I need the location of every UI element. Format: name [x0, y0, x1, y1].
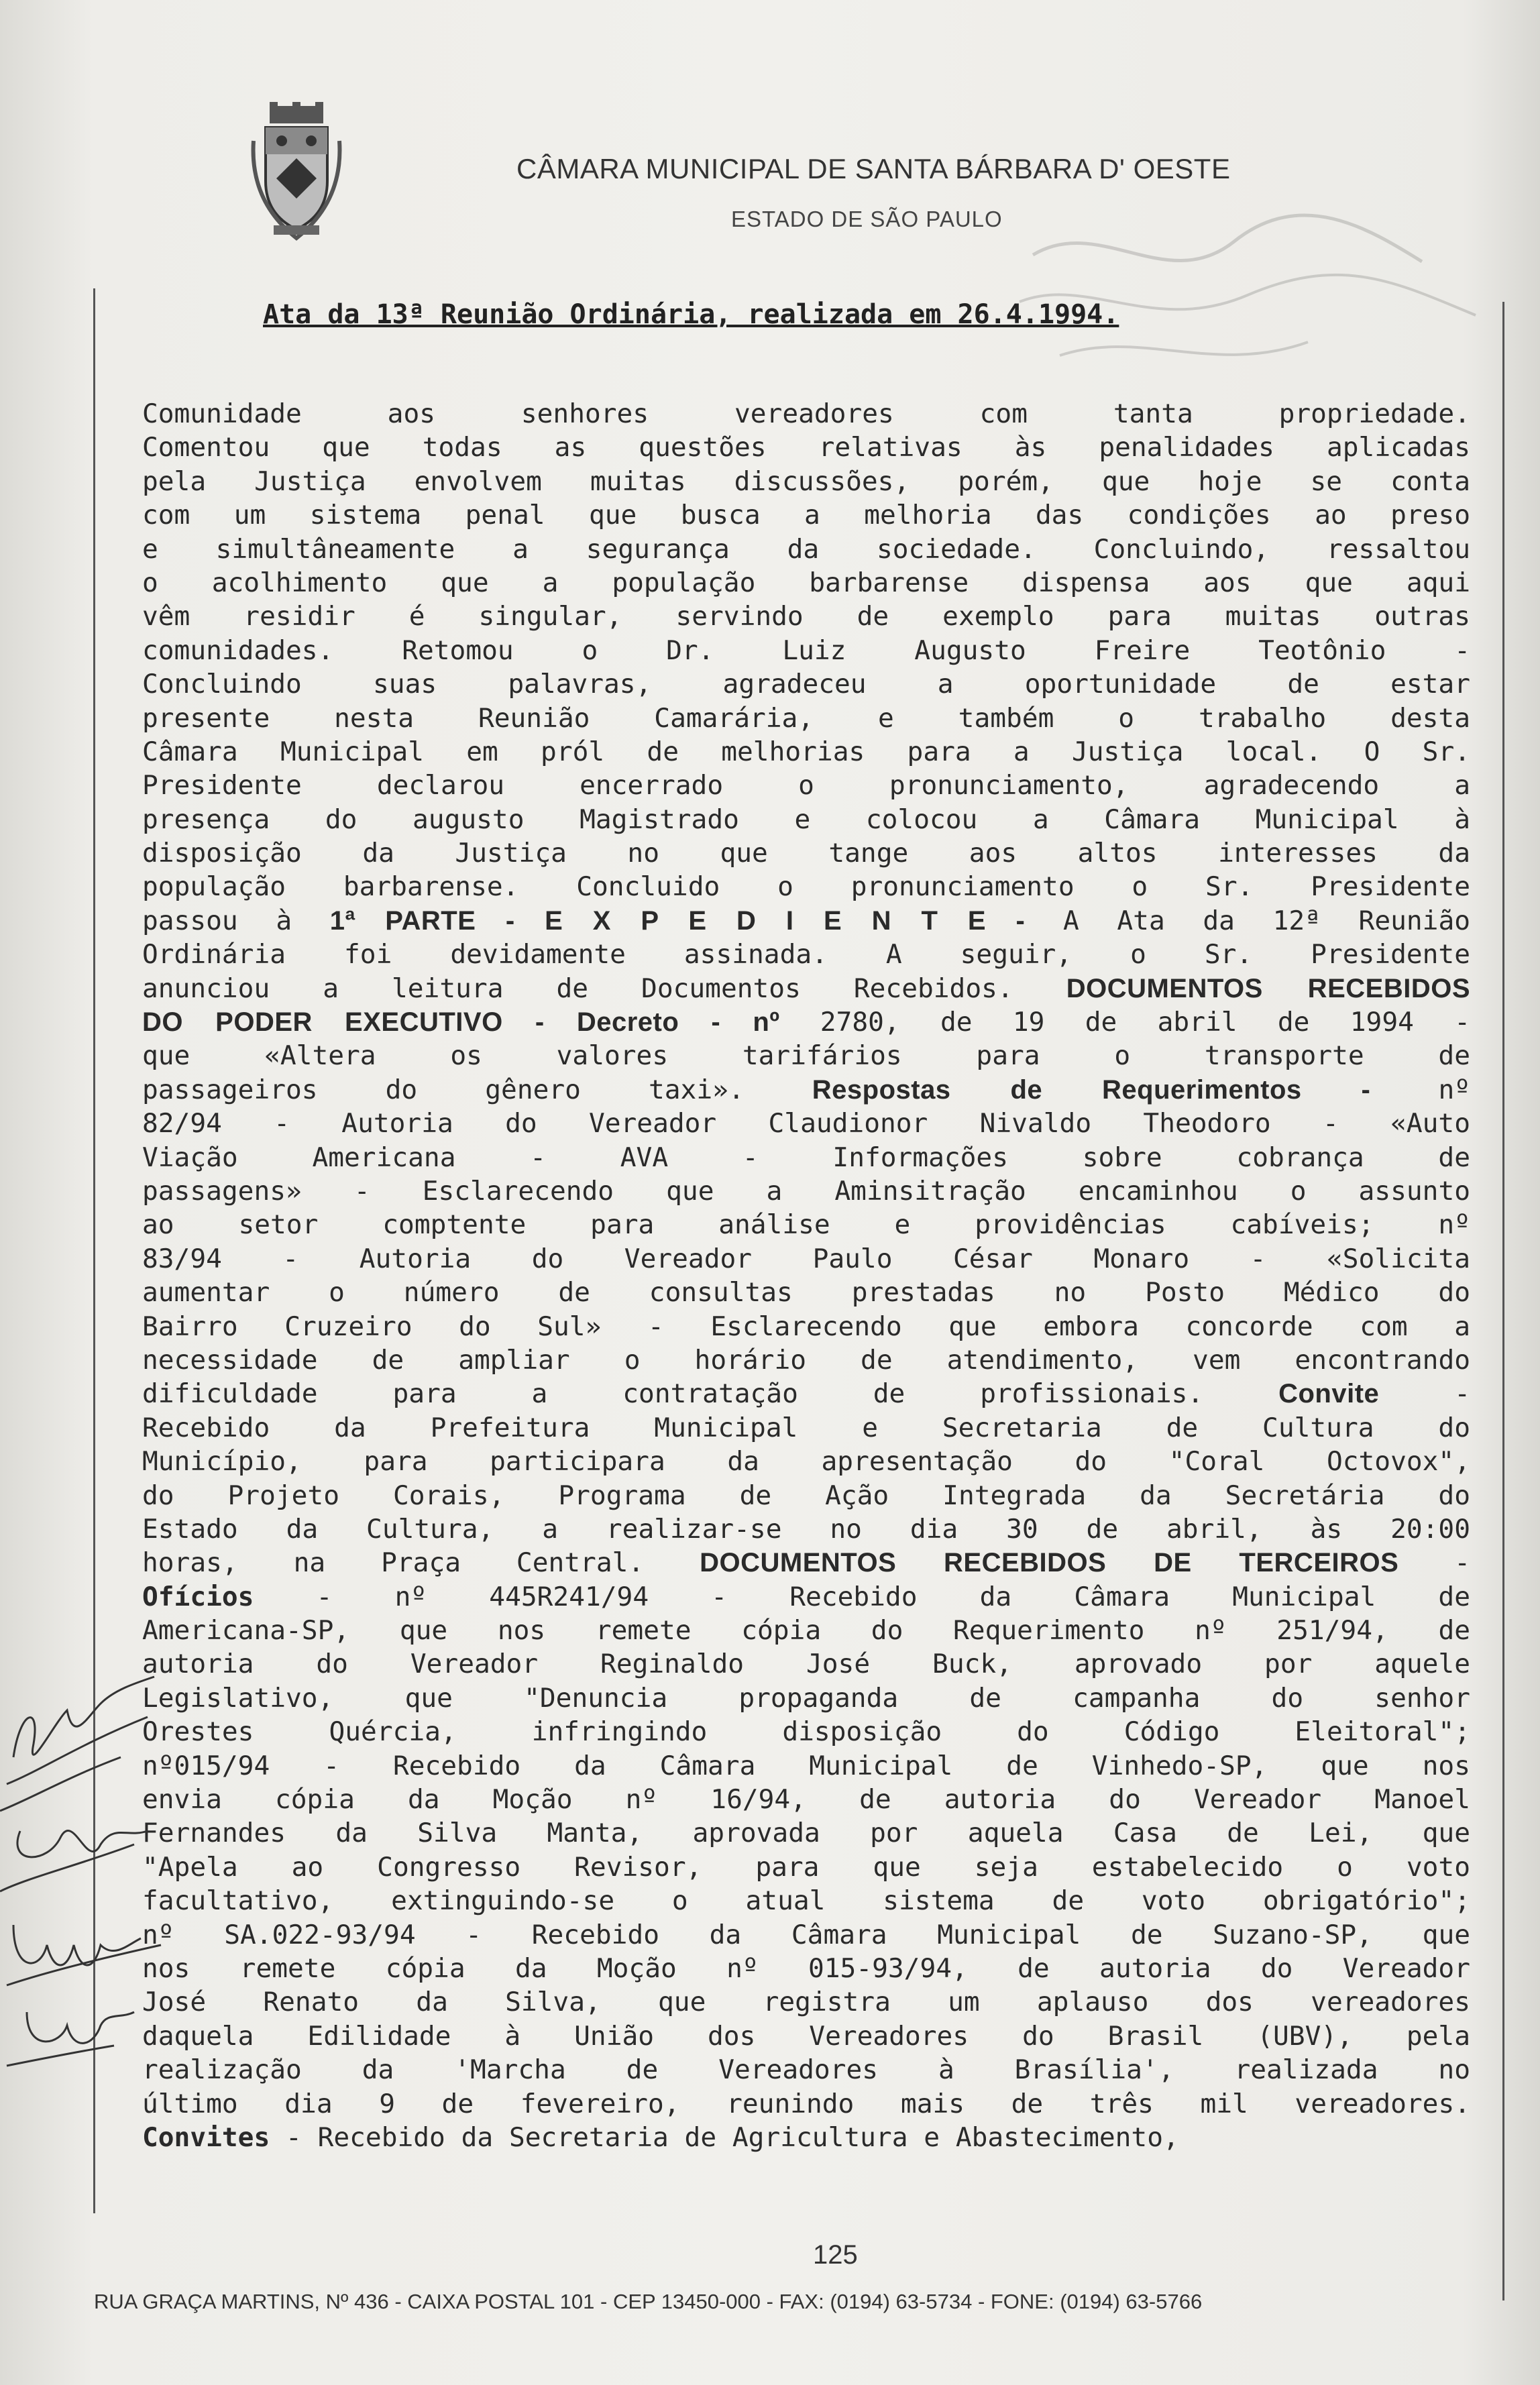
- text-line: [142, 2121, 1470, 2154]
- text-line: [142, 1343, 1470, 1377]
- text-line: [142, 972, 1470, 1005]
- text-line: [142, 769, 1470, 802]
- text-line: [142, 1377, 1470, 1410]
- text-segment: José Renato da Silva, que registra um aplauso dos vereadores: [142, 1987, 1470, 2018]
- text-line: [142, 1816, 1470, 1850]
- text-line: [142, 1310, 1470, 1343]
- text-segment: nº015/94 - Recebido da Câmara Municipal de Vinhedo-SP, que nos: [142, 1750, 1470, 1781]
- text-line: [142, 1952, 1470, 1985]
- text-segment: 82/94 - Autoria do Vereador Claudionor Nivaldo Theodoro - «Auto: [142, 1108, 1470, 1140]
- text-segment: vêm residir é singular, servindo de exemplo para muitas outras: [142, 601, 1470, 632]
- text-segment: o acolhimento que a população barbarense dispensa aos que aqui: [142, 567, 1470, 598]
- text-line: [142, 1918, 1470, 1952]
- page-number: 125: [813, 2240, 858, 2270]
- text-segment: passou à: [142, 905, 330, 936]
- text-segment: - Recebido da Secretaria de Agricultura e Abastecimento,: [270, 2121, 1179, 2153]
- text-segment: aumentar o número de consultas prestadas no Posto Médico do: [142, 1277, 1470, 1309]
- text-line: [142, 498, 1470, 532]
- text-segment: e simultâneamente a segurança da sociedade. Concluindo, ressaltou: [142, 533, 1470, 565]
- text-line: [142, 1546, 1470, 1579]
- text-line: [142, 938, 1470, 971]
- text-line: [142, 1039, 1470, 1072]
- text-segment: horas, na Praça Central.: [142, 1547, 700, 1579]
- text-segment: Estado da Cultura, a realizar-se no dia 30 de abril, às 20:00: [142, 1513, 1470, 1545]
- text-line: [142, 870, 1470, 903]
- text-segment: presente nesta Reunião Camarária, e também o trabalho desta: [142, 702, 1470, 734]
- handwritten-signatures-icon: [0, 1610, 174, 2146]
- right-margin-rule: [1502, 302, 1504, 2300]
- text-line: [142, 803, 1470, 836]
- text-line: [142, 1681, 1470, 1715]
- text-line: [142, 1580, 1470, 1614]
- text-line: [142, 1141, 1470, 1174]
- text-segment: Comunidade aos senhores vereadores com tanta propriedade.: [142, 398, 1470, 429]
- bold-heading-segment: Respostas de Requerimentos -: [812, 1074, 1371, 1105]
- text-segment: Fernandes da Silva Manta, aprovada por aquela Casa de Lei, que: [142, 1818, 1470, 1849]
- text-segment: -: [1398, 1547, 1471, 1579]
- text-segment: ao setor comptente para análise e providências cabíveis; nº: [142, 1209, 1470, 1241]
- text-segment: Comentou que todas as questões relativas às penalidades aplicadas: [142, 432, 1470, 463]
- text-segment: do Projeto Corais, Programa de Ação Integrada da Secretária do: [142, 1480, 1470, 1511]
- text-segment: Bairro Cruzeiro do Sul» - Esclarecendo que embora concorde com a: [142, 1311, 1470, 1342]
- state-name: ESTADO DE SÃO PAULO: [731, 207, 1003, 231]
- bold-heading-segment: DOCUMENTOS RECEBIDOS DE TERCEIROS: [700, 1548, 1399, 1578]
- text-segment: que «Altera os valores tarifários para o transporte de: [142, 1040, 1470, 1072]
- text-segment: realização da 'Marcha de Vereadores à Brasília', realizada no: [142, 2054, 1470, 2086]
- text-line: [142, 600, 1470, 633]
- text-line: [142, 702, 1470, 735]
- text-segment: Recebido da Prefeitura Municipal e Secretaria de Cultura do: [142, 1412, 1470, 1443]
- text-segment: último dia 9 de fevereiro, reunindo mais de três mil vereadores.: [142, 2088, 1470, 2119]
- text-line: [142, 1512, 1470, 1546]
- text-segment: autoria do Vereador Reginaldo José Buck, aprovado por aquele: [142, 1649, 1470, 1680]
- text-line: [142, 1884, 1470, 1918]
- text-segment: -: [1379, 1378, 1470, 1410]
- bold-heading-segment: Ofícios: [142, 1581, 254, 1612]
- bold-heading-segment: Convite: [1278, 1379, 1380, 1409]
- bold-heading-segment: DOCUMENTOS RECEBIDOS: [1066, 973, 1470, 1003]
- text-line: [142, 1985, 1470, 2019]
- text-line: [142, 1445, 1470, 1478]
- text-line: [142, 1850, 1470, 1884]
- text-line: [142, 1005, 1470, 1039]
- text-line: [142, 1479, 1470, 1512]
- bold-heading-segment: Convites: [142, 2121, 270, 2153]
- text-line: [142, 904, 1470, 938]
- footer-address: RUA GRAÇA MARTINS, Nº 436 - CAIXA POSTAL 101 - CEP 13450-000 - FAX: (0194) 63-5734 - FONE: (0194) 63-5766: [94, 2290, 1203, 2313]
- text-segment: pela Justiça envolvem muitas discussões, porém, que hoje se conta: [142, 465, 1470, 497]
- text-segment: disposição da Justiça no que tange aos altos interesses da: [142, 838, 1470, 869]
- text-line: [142, 1715, 1470, 1749]
- text-line: [142, 566, 1470, 600]
- text-line: [142, 431, 1470, 464]
- text-line: [142, 1783, 1470, 1816]
- text-segment: 2780, de 19 de abril de 1994 -: [779, 1007, 1470, 1038]
- text-segment: nº: [1370, 1074, 1471, 1105]
- text-line: [142, 1242, 1470, 1276]
- text-segment: Ordinária foi devidamente assinada. A seguir, o Sr. Presidente: [142, 939, 1470, 970]
- text-segment: envia cópia da Moção nº 16/94, de autoria do Vereador Manoel: [142, 1784, 1470, 1816]
- text-line: [142, 1614, 1470, 1647]
- text-line: [142, 2053, 1470, 2087]
- text-line: [142, 465, 1470, 498]
- text-segment: população barbarense. Concluido o pronunciamento o Sr. Presidente: [142, 871, 1470, 903]
- text-segment: facultativo, extinguindo-se o atual sistema de voto obrigatório";: [142, 1885, 1470, 1917]
- text-segment: anunciou a leitura de Documentos Recebidos.: [142, 973, 1066, 1004]
- text-segment: Concluindo suas palavras, agradeceu a oportunidade de estar: [142, 669, 1470, 700]
- text-line: [142, 1647, 1470, 1681]
- text-line: [142, 533, 1470, 566]
- text-line: [142, 1276, 1470, 1309]
- text-segment: Câmara Municipal em pról de melhorias para a Justiça local. O Sr.: [142, 736, 1470, 767]
- text-segment: 83/94 - Autoria do Vereador Paulo César Monaro - «Solicita: [142, 1243, 1470, 1274]
- text-segment: - nº 445R241/94 - Recebido da Câmara Municipal de: [254, 1581, 1470, 1612]
- text-segment: necessidade de ampliar o horário de atendimento, vem encontrando: [142, 1344, 1470, 1376]
- bold-heading-segment: 1ª PARTE - E X P E D I E N T E -: [329, 905, 1026, 936]
- minute-body: [142, 397, 1470, 2154]
- text-segment: comunidades. Retomou o Dr. Luiz Augusto Freire Teotônio -: [142, 634, 1470, 666]
- text-line: [142, 2019, 1470, 2053]
- text-segment: com um sistema penal que busca a melhoria das condições ao preso: [142, 500, 1470, 531]
- minute-title: Ata da 13ª Reunião Ordinária, realizada em 26.4.1994.: [263, 299, 1119, 330]
- text-line: [142, 1208, 1470, 1241]
- text-line: [142, 1174, 1470, 1208]
- text-segment: Viação Americana - AVA - Informações sobre cobrança de: [142, 1142, 1470, 1173]
- institution-name: CÂMARA MUNICIPAL DE SANTA BÁRBARA D' OESTE: [516, 153, 1231, 184]
- text-line: [142, 634, 1470, 667]
- text-line: [142, 1411, 1470, 1445]
- text-segment: nº SA.022-93/94 - Recebido da Câmara Municipal de Suzano-SP, que: [142, 1919, 1470, 1950]
- text-segment: Presidente declarou encerrado o pronunciamento, agradecendo a: [142, 770, 1470, 801]
- text-segment: dificuldade para a contratação de profissionais.: [142, 1378, 1279, 1410]
- text-line: [142, 735, 1470, 769]
- text-segment: Orestes Quércia, infringindo disposição do Código Eleitoral";: [142, 1716, 1470, 1748]
- text-segment: passagens» - Esclarecendo que a Aminsitração encaminhou o assunto: [142, 1175, 1470, 1207]
- bold-heading-segment: DO PODER EXECUTIVO - Decreto - nº: [142, 1007, 780, 1038]
- text-segment: passageiros do gênero taxi».: [142, 1074, 812, 1105]
- text-line: [142, 1749, 1470, 1783]
- text-segment: Legislativo, que "Denuncia propaganda de campanha do senhor: [142, 1682, 1470, 1714]
- text-line: [142, 836, 1470, 870]
- text-line: [142, 2087, 1470, 2121]
- text-line: [142, 397, 1470, 431]
- text-segment: Município, para participara da apresentação do "Coral Octovox",: [142, 1446, 1470, 1478]
- municipal-coat-of-arms-icon: [250, 101, 343, 241]
- text-line: [142, 1107, 1470, 1140]
- text-line: [142, 1073, 1470, 1107]
- text-line: [142, 667, 1470, 701]
- text-segment: "Apela ao Congresso Revisor, para que seja estabelecido o voto: [142, 1851, 1470, 1883]
- text-segment: Americana-SP, que nos remete cópia do Requerimento nº 251/94, de: [142, 1615, 1470, 1647]
- text-segment: daquela Edilidade à União dos Vereadores do Brasil (UBV), pela: [142, 2020, 1470, 2052]
- text-segment: presença do augusto Magistrado e colocou a Câmara Municipal à: [142, 803, 1470, 835]
- text-segment: nos remete cópia da Moção nº 015-93/94, de autoria do Vereador: [142, 1952, 1470, 1984]
- text-segment: A Ata da 12ª Reunião: [1025, 905, 1471, 936]
